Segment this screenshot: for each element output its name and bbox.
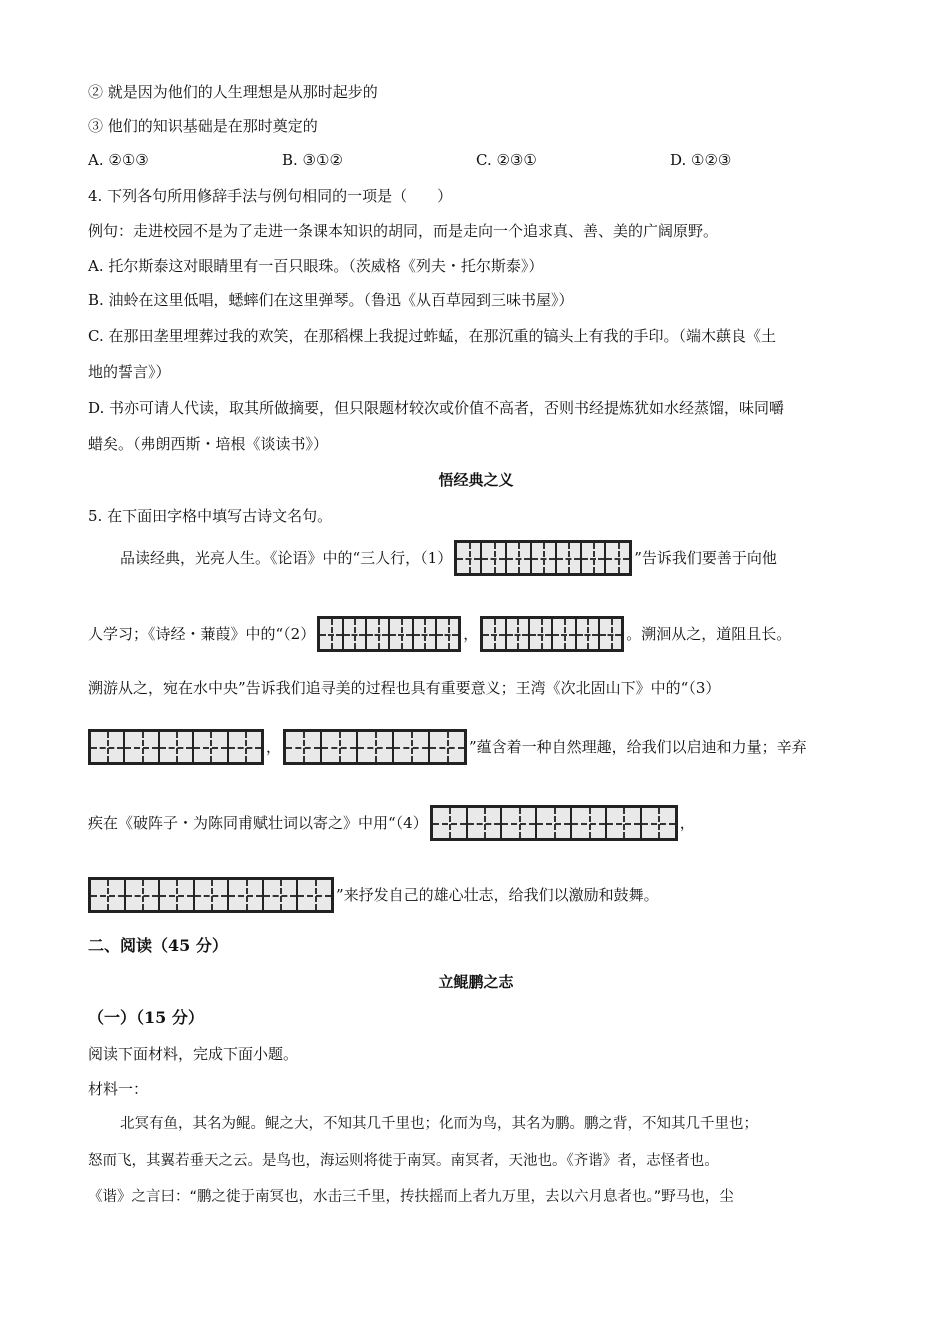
- q4-example: 例句：走进校园不是为了走进一条课本知识的胡同，而是走向一个追求真、善、美的广阔原野。: [88, 222, 719, 240]
- q5-text-1b: ”告诉我们要善于向他: [634, 549, 777, 567]
- q3-option-a: A. ②①③: [88, 151, 149, 169]
- q5-line-4: [88, 724, 807, 769]
- tianzige-blank-4b[interactable]: [88, 877, 334, 913]
- q5-text-5a: 疾在《破阵子・为陈同甫赋壮词以寄之》中用“（4）: [88, 814, 428, 832]
- material-line-3: 《谐》之言曰：“鹏之徙于南冥也，水击三千里，抟扶摇而上者九万里，去以六月息者也。”野马也，尘: [88, 1189, 734, 1205]
- option-line-2: ② 就是因为他们的人生理想是从那时起步的: [88, 83, 378, 101]
- q5-text-2a: 人学习；《诗经・蒹葭》中的“（2）: [88, 625, 316, 643]
- q5-line-1: [88, 536, 777, 579]
- q3-option-d: D. ①②③: [670, 151, 732, 169]
- tianzige-blank-3b[interactable]: [283, 729, 467, 765]
- q3-option-b: B. ③①②: [282, 151, 343, 169]
- tianzige-blank-2a[interactable]: [317, 616, 461, 652]
- subsection-1-title: （一）（15 分）: [88, 1008, 204, 1027]
- q5-sep-2: ，: [463, 625, 479, 643]
- section-title-li-kunpeng: 立鲲鹏之志: [438, 973, 514, 991]
- reading-instruction: 阅读下面材料，完成下面小题。: [88, 1045, 299, 1063]
- q4-option-d-line2: 蜡矣。（弗朗西斯・培根《谈读书》）: [88, 435, 329, 453]
- q5-sep-4: ，: [266, 738, 282, 756]
- option-line-3: ③ 他们的知识基础是在那时奠定的: [88, 117, 318, 135]
- material-line-1: 北冥有鱼，其名为鲲。鲲之大，不知其几千里也；化而为鸟，其名为鹏。鹏之背，不知其几千里也；: [120, 1116, 758, 1132]
- tianzige-blank-3a[interactable]: [88, 729, 264, 765]
- q5-sep-5: ，: [679, 814, 695, 832]
- material-label: 材料一：: [88, 1080, 149, 1098]
- q5-text-4b: ”蕴含着一种自然理趣，给我们以启迪和力量；辛弃: [469, 738, 807, 756]
- q4-option-d-line1: D. 书亦可请人代读，取其所做摘要，但只限题材较次或价值不高者，否则书经提炼犹如水经蒸馏，味同嚼: [88, 399, 785, 417]
- q4-option-b: B. 油蛉在这里低唱，蟋蟀们在这里弹琴。（鲁迅《从百草园到三味书屋》）: [88, 291, 574, 309]
- part-2-title: 二、阅读（45 分）: [88, 936, 228, 955]
- q5-text-2b: 。溯洄从之，道阻且长。: [626, 625, 792, 643]
- section-title-wu-jingdian: 悟经典之义: [438, 471, 514, 489]
- q4-option-c-line1: C. 在那田垄里埋葬过我的欢笑，在那稻棵上我捉过蚱蜢，在那沉重的镐头上有我的手印。（端木蕻良《土: [88, 327, 776, 345]
- q5-text-6b: ”来抒发自己的雄心壮志，给我们以激励和鼓舞。: [336, 886, 659, 904]
- tianzige-blank-1[interactable]: [454, 540, 632, 576]
- material-line-2: 怒而飞，其翼若垂天之云。是鸟也，海运则将徙于南冥。南冥者，天池也。《齐谐》者，志怪者也。: [88, 1153, 719, 1169]
- question-5-title: 5. 在下面田字格中填写古诗文名句。: [88, 507, 333, 525]
- tianzige-blank-4a[interactable]: [430, 805, 678, 841]
- q3-option-c: C. ②③①: [476, 151, 537, 169]
- q4-option-c-line2: 地的誓言》）: [88, 363, 171, 381]
- q4-option-a: A. 托尔斯泰这对眼睛里有一百只眼珠。（茨威格《列夫・托尔斯泰》）: [88, 257, 544, 275]
- q5-line-3: 溯游从之，宛在水中央”告诉我们追寻美的过程也具有重要意义；王湾《次北固山下》中的“（3）: [88, 679, 721, 697]
- q5-text-1a: 品读经典，光亮人生。《论语》中的“三人行，（1）: [120, 549, 453, 567]
- question-4: 4. 下列各句所用修辞手法与例句相同的一项是（ ）: [88, 187, 453, 205]
- q5-line-5: [88, 800, 695, 845]
- tianzige-blank-2b[interactable]: [480, 616, 624, 652]
- q5-line-2: [88, 612, 791, 655]
- q3-options: [88, 150, 864, 170]
- q5-line-6: [88, 872, 659, 917]
